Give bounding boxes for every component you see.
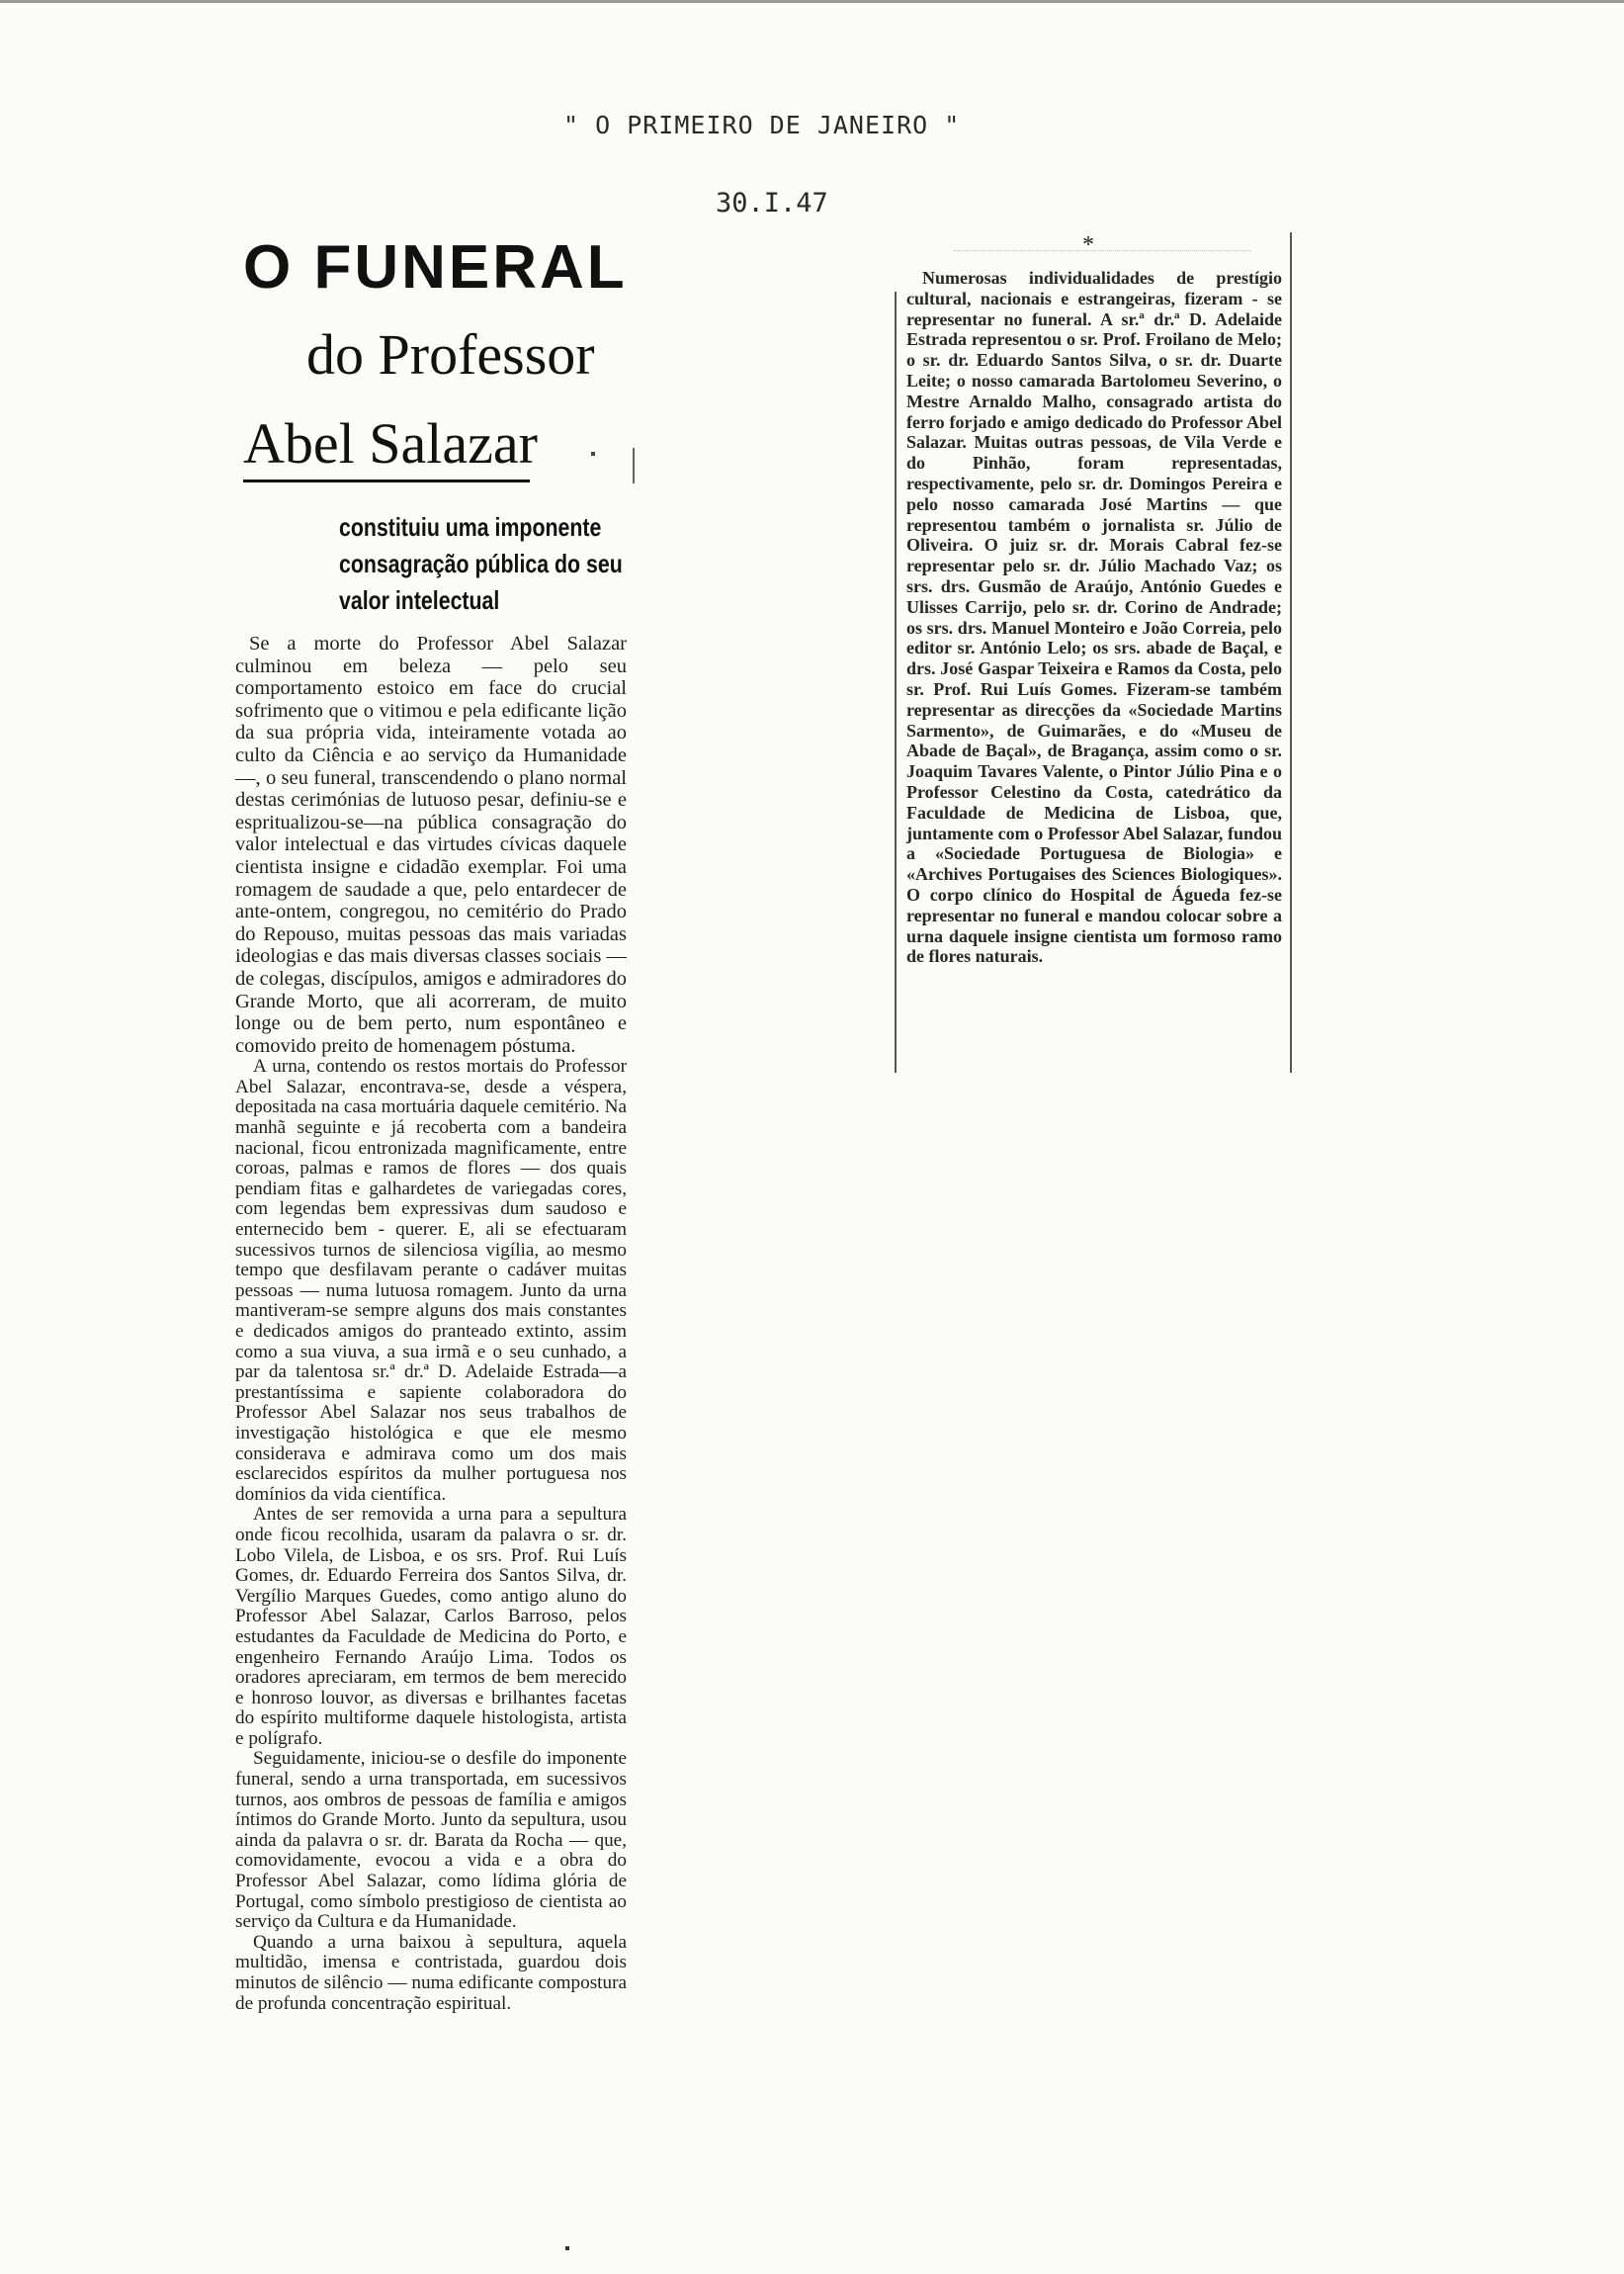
- article-paragraph: Antes de ser removida a urna para a sepultura onde ficou recolhida, usaram da palavra o sr. dr. Lobo Vilela, de Lisboa, e os srs. Prof. Rui Luís Gomes, dr. Eduardo Ferreira dos Santos Silva, dr. Vergílio Marques Guedes, como antigo aluno do Professor Abel Salazar, Carlos Barroso, pelos estudantes da Faculdade de Medicina do Porto, e engenheiro Fernando Araújo Lima. Todos os oradores apreciaram, em termos de bem merecido e honroso louvor, as diversas e brilhantes facetas do espírito multiforme daquele histologista, artista e polígrafo.: [235, 1504, 627, 1749]
- subheadline-line-2: consagração pública do seu: [339, 549, 623, 578]
- headline-underline: [243, 480, 530, 482]
- print-speck: [565, 2246, 569, 2250]
- article-paragraph: Se a morte do Professor Abel Salazar culminou em beleza — pelo seu comportamento estoico em face do crucial sofrimento que o vitimou e pela edificante lição da sua própria vida, inteiramente votada ao culto da Ciência e ao serviço da Humanidade—, o seu funeral, transcendendo o plano normal destas cerimónias de lutuoso pesar, definiu-se e espritualizou-se—na pública consagração do valor intelectual e das virtudes cívicas daquele cientista insigne e cidadão exemplar. Foi uma romagem de saudade a que, pelo entardecer de ante-ontem, congregou, no cemitério do Prado do Repouso, muitas pessoas das mais variadas ideologias e das mais diversas classes sociais — de colegas, discípulos, amigos e admiradores do Grande Morto, que ali acorreram, de muito longe ou de bem perto, num espontâneo e comovido preito de homenagem póstuma.: [235, 633, 627, 1057]
- continuation-clipping: [895, 232, 1292, 1073]
- article-body: [235, 633, 627, 2014]
- page-top-edge: [0, 0, 1624, 3]
- headline-line-2: do Professor: [306, 322, 595, 387]
- subheadline-line-1: constituiu uma imponente: [339, 512, 602, 542]
- publication-name: " O PRIMEIRO DE JANEIRO ": [563, 111, 961, 139]
- clipping-noise: [954, 240, 1250, 251]
- subheadline: [339, 509, 626, 619]
- headline-line-3: Abel Salazar: [243, 411, 538, 476]
- article-paragraph: Quando a urna baixou à sepultura, aquela multidão, imensa e contristada, guardou dois minutos de silêncio — numa edificante compostura de profunda concentração espiritual.: [235, 1931, 627, 2014]
- print-speck: [591, 452, 595, 456]
- section-star: *: [1082, 232, 1094, 258]
- article-clipping: [235, 232, 631, 2254]
- article-paragraph: Seguidamente, iniciou-se o desfile do imponente funeral, sendo a urna transportada, em sucessivos turnos, aos ombros de pessoas de família e amigos íntimos do Grande Morto. Junto da sepultura, usou ainda da palavra o sr. dr. Barata da Rocha — que, comovidamente, evocou a vida e a obra do Professor Abel Salazar, como lídima glória de Portugal, como símbolo prestigioso de cientista ao serviço da Cultura e da Humanidade.: [235, 1748, 627, 1933]
- subheadline-line-3: valor intelectual: [339, 585, 500, 615]
- continuation-body: [906, 268, 1282, 967]
- article-paragraph: A urna, contendo os restos mortais do Professor Abel Salazar, encontrava-se, desde a véspera, depositada na casa mortuária daquele cemitério. Na manhã seguinte e já recoberta com a bandeira nacional, ficou entronizada magnìficamente, entre coroas, palmas e ramos de flores — dos quais pendiam fitas e galhardetes de variegadas cores, com legendas bem expressivas dum saudoso e enternecido bem - querer. E, ali se efectuaram sucessivos turnos de silenciosa vigília, ao mesmo tempo que desfilavam perante o cadáver muitas pessoas — numa lutuosa romagem. Junto da urna mantiveram-se sempre alguns dos mais constantes e dedicados amigos do pranteado extinto, assim como a sua viuva, a sua irmã e o seu cunhado, a par da talentosa sr.ª dr.ª D. Adelaide Estrada—a prestantíssima e sapiente colaboradora do Professor Abel Salazar nos seus trabalhos de investigação histológica e que ele mesmo considerava e admirava como um dos mais esclarecidos espíritos da mulher portuguesa nos domínios da vida científica.: [235, 1056, 627, 1505]
- clipping-edge-mark: [633, 448, 635, 483]
- clipping-border-left: [895, 292, 897, 1073]
- continuation-paragraph: Numerosas individualidades de prestígio cultural, nacionais e estrangeiras, fizeram - se representar no funeral. A sr.ª dr.ª D. Adelaide Estrada representou o sr. Prof. Froilano de Melo; o sr. dr. Eduardo Santos Silva, o sr. dr. Duarte Leite; o nosso camarada Bartolomeu Severino, o Mestre Arnaldo Malho, consagrado artista do ferro forjado e amigo dedicado do Professor Abel Salazar. Muitas outras pessoas, de Vila Verde e do Pinhão, foram representadas, respectivamente, pelo sr. dr. Domingos Pereira e pelo nosso camarada José Martins — que representou também o jornalista sr. Júlio de Oliveira. O juiz sr. dr. Morais Cabral fez-se representar pelo sr. dr. Júlio Machado Vaz; os srs. drs. Gusmão de Araújo, António Guedes e Ulisses Carrijo, pelo sr. dr. Corino de Andrade; os srs. drs. Manuel Monteiro e João Correia, pelo editor sr. António Lelo; os srs. abade de Baçal, e drs. José Gaspar Teixeira e Ramos da Costa, pelo sr. Prof. Rui Luís Gomes. Fizeram-se também representar as direcções da «Sociedade Martins Sarmento», de Guimarães, e do «Museu de Abade de Baçal», de Bragança, assim como o sr. Joaquim Tavares Valente, o Pintor Júlio Pina e o Professor Celestino da Costa, catedrático da Faculdade de Medicina de Lisboa, que, juntamente com o Professor Abel Salazar, fundou a «Sociedade Portuguesa de Biologia» e «Archives Portugaises des Sciences Biologiques». O corpo clínico do Hospital de Águeda fez-se representar no funeral e mandou colocar sobre a urna daquele insigne cientista um formoso ramo de flores naturais.: [906, 268, 1282, 967]
- publication-date: 30.I.47: [716, 188, 828, 219]
- clipping-border-right: [1290, 232, 1292, 1073]
- headline-line-1: O FUNERAL: [243, 233, 628, 302]
